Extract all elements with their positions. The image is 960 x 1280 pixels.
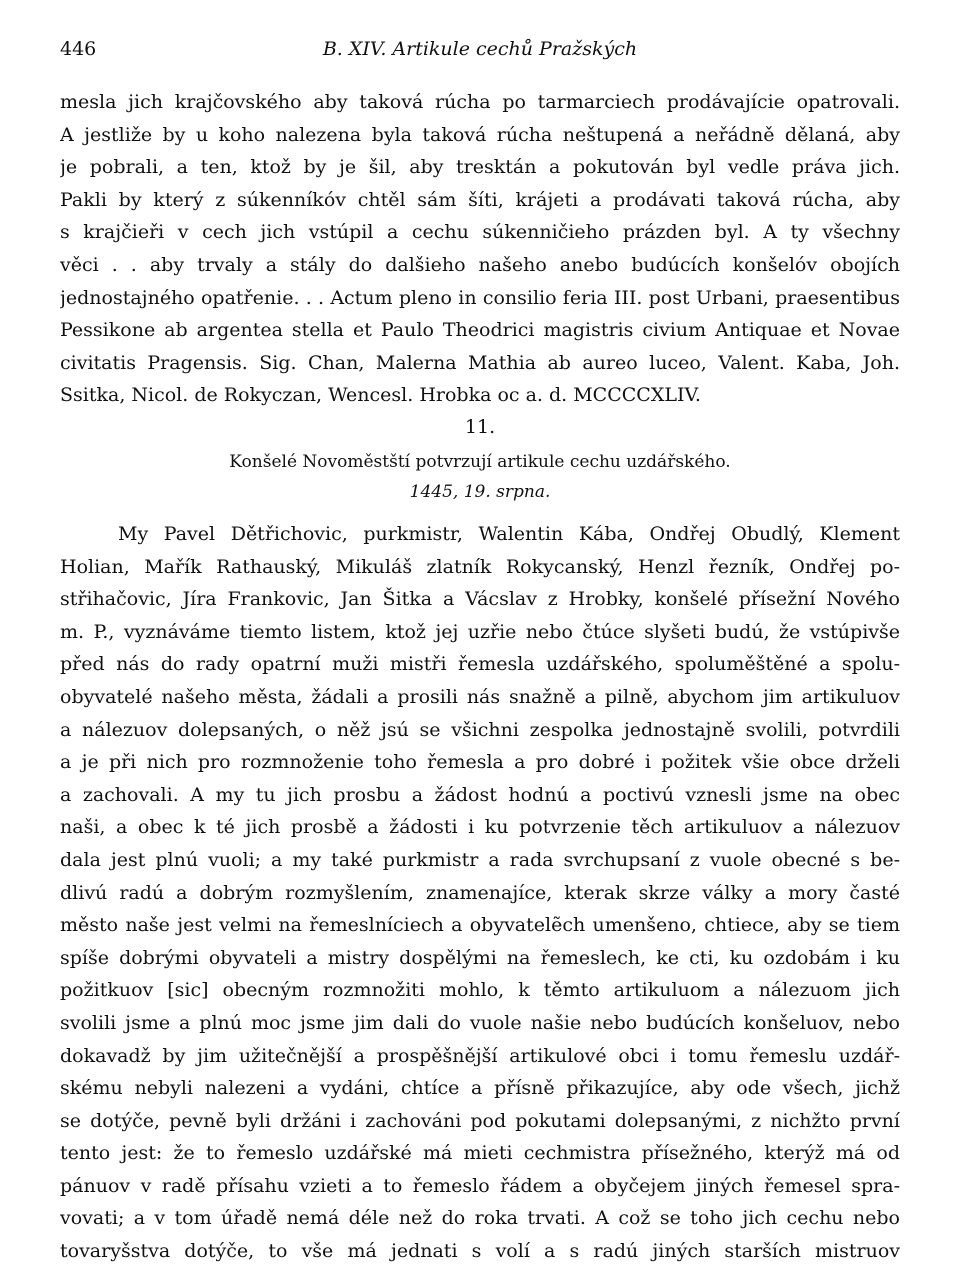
- text-line: se dotýče, pevně byli držáni i zachováni pod pokutami dolepsanými, z nichžto první: [60, 1109, 900, 1132]
- text-line: m. P., vyznáváme tiemto listem, ktož jej uzřie nebo čtúce slyšeti budú, že vstúpivše: [60, 620, 900, 643]
- text-line: A jestliže by u koho nalezena byla taková rúcha neštupená a neřádně dělaná, aby: [60, 123, 900, 146]
- document-number: 11.: [464, 416, 496, 438]
- text-line: požitkuov [sic] obecným rozmnožiti mohlo, k těmto artikuluom a nálezuom jich: [60, 979, 900, 1002]
- document-body: [60, 518, 900, 1268]
- text-line: vovati; a v tom úřadě nemá déle než do roka trvati. A což se toho jich cechu nebo: [60, 1207, 900, 1230]
- text-line: dala jest plnú vuoli; a my také purkmistr a rada svrchupsaní z vuole obecné s be-: [60, 848, 900, 871]
- text-line: pánuov v radě přísahu vzieti a to řemeslo řádem a obyčejem jiných řemesel spra-: [60, 1174, 900, 1197]
- text-line: Pakli by který z súkenníkóv chtěl sám šíti, krájeti a prodávati taková rúcha, aby: [60, 188, 900, 211]
- text-line: civitatis Pragensis. Sig. Chan, Malerna Mathia ab aureo luceo, Valent. Kaba, Joh.: [60, 351, 900, 374]
- text-line: tento jest: že to řemeslo uzdářské má mieti cechmistra přísežného, kterýž má od: [60, 1142, 900, 1165]
- text-line: věci . . aby trvaly a stály do dalšieho našeho anebo budúcích konšelóv obojích: [60, 253, 900, 276]
- text-line: dokavadž by jim užitečnější a prospěšnější artikulové obci i tomu řemeslu uzdář-: [60, 1044, 900, 1067]
- document-heading: Konšelé Novoměstští potvrzují artikule cechu uzdářského.: [229, 452, 731, 472]
- text-line: město naše jest velmi na řemeslníciech a obyvatelẽch umenšeno, chtiece, aby se tiem: [60, 914, 900, 937]
- text-line: a je při nich pro rozmnoženie toho řemesla a pro dobré i požitek všie obce drželi: [60, 751, 900, 774]
- page-number: 446: [60, 38, 97, 60]
- previous-document-text: [60, 86, 900, 412]
- text-line: dlivú radú a dobrým rozmyšlením, znamenajíce, kterak skrze války a mory časté: [60, 881, 900, 904]
- text-line: Pessikone ab argentea stella et Paulo Theodrici magistris civium Antiquae et Novae: [60, 319, 900, 342]
- text-line: skému nebyli nalezeni a vydáni, chtíce a přísně přikazujíce, aby ode všech, jichž: [60, 1077, 900, 1100]
- text-line: obyvatelé našeho města, žádali a prosili nás snažně a pilně, abychom jim artikuluov: [60, 685, 900, 708]
- text-line: a nálezuov dolepsaných, o něž jsú se všichni zespolka jednostajně svolili, potvrdili: [60, 718, 900, 741]
- text-line: střihačovic, Jíra Frankovic, Jan Šitka a Vácslav z Hrobky, konšelé přísežní Nového: [60, 588, 900, 611]
- text-line: svolili jsme a plnú moc jsme jim dali do vuole našie nebo budúcích konšeluov, nebo: [60, 1011, 900, 1034]
- text-line: My Pavel Dětřichovic, purkmistr, Walentin Kába, Ondřej Obudlý, Klement: [118, 523, 900, 545]
- text-line: tovaryšstva dotýče, to vše má jednati s volí a s radú jiných starších mistruov: [60, 1240, 900, 1263]
- text-line: jednostajného opatřenie. . . Actum pleno in consilio feria III. post Urbani, praesentibus: [60, 286, 900, 309]
- text-line: je pobrali, a ten, ktož by je šil, aby tresktán a pokutován byl vedle práva jich.: [60, 156, 900, 179]
- document-date: 1445, 19. srpna.: [409, 482, 551, 502]
- text-line: a zachovali. A my tu jich prosbu a žádost hodnú a poctivú vznesli jsme na obec: [60, 783, 900, 806]
- text-line: Holian, Mařík Rathauský, Mikuláš zlatník Rokycanský, Henzl řezník, Ondřej po-: [60, 555, 900, 578]
- text-line: spíše dobrými obyvateli a mistry dospělými na řemeslech, ke cti, ku ozdobám i ku: [60, 946, 900, 969]
- text-line: s krajčieři v cech jich vstúpil a cechu súkenničieho prázden byl. A ty všechny: [60, 221, 900, 244]
- running-title: B. XIV. Artikule cechů Pražských: [322, 38, 638, 60]
- text-line: naši, a obec k té jich prosbě a žádosti i ku potvrzenie těch artikuluov a nálezuov: [60, 816, 900, 839]
- book-page: [60, 0, 900, 1280]
- text-line: před nás do rady opatrní muži mistři řemesla uzdářského, spoluměštěné a spolu-: [60, 653, 900, 676]
- running-head: [60, 38, 900, 68]
- text-line: mesla jich krajčovského aby taková rúcha po tarmarciech prodávajície opatrovali.: [60, 91, 900, 113]
- text-line: Ssitka, Nicol. de Rokyczan, Wencesl. Hrobka oc a. d. MCCCCXLIV.: [60, 384, 701, 407]
